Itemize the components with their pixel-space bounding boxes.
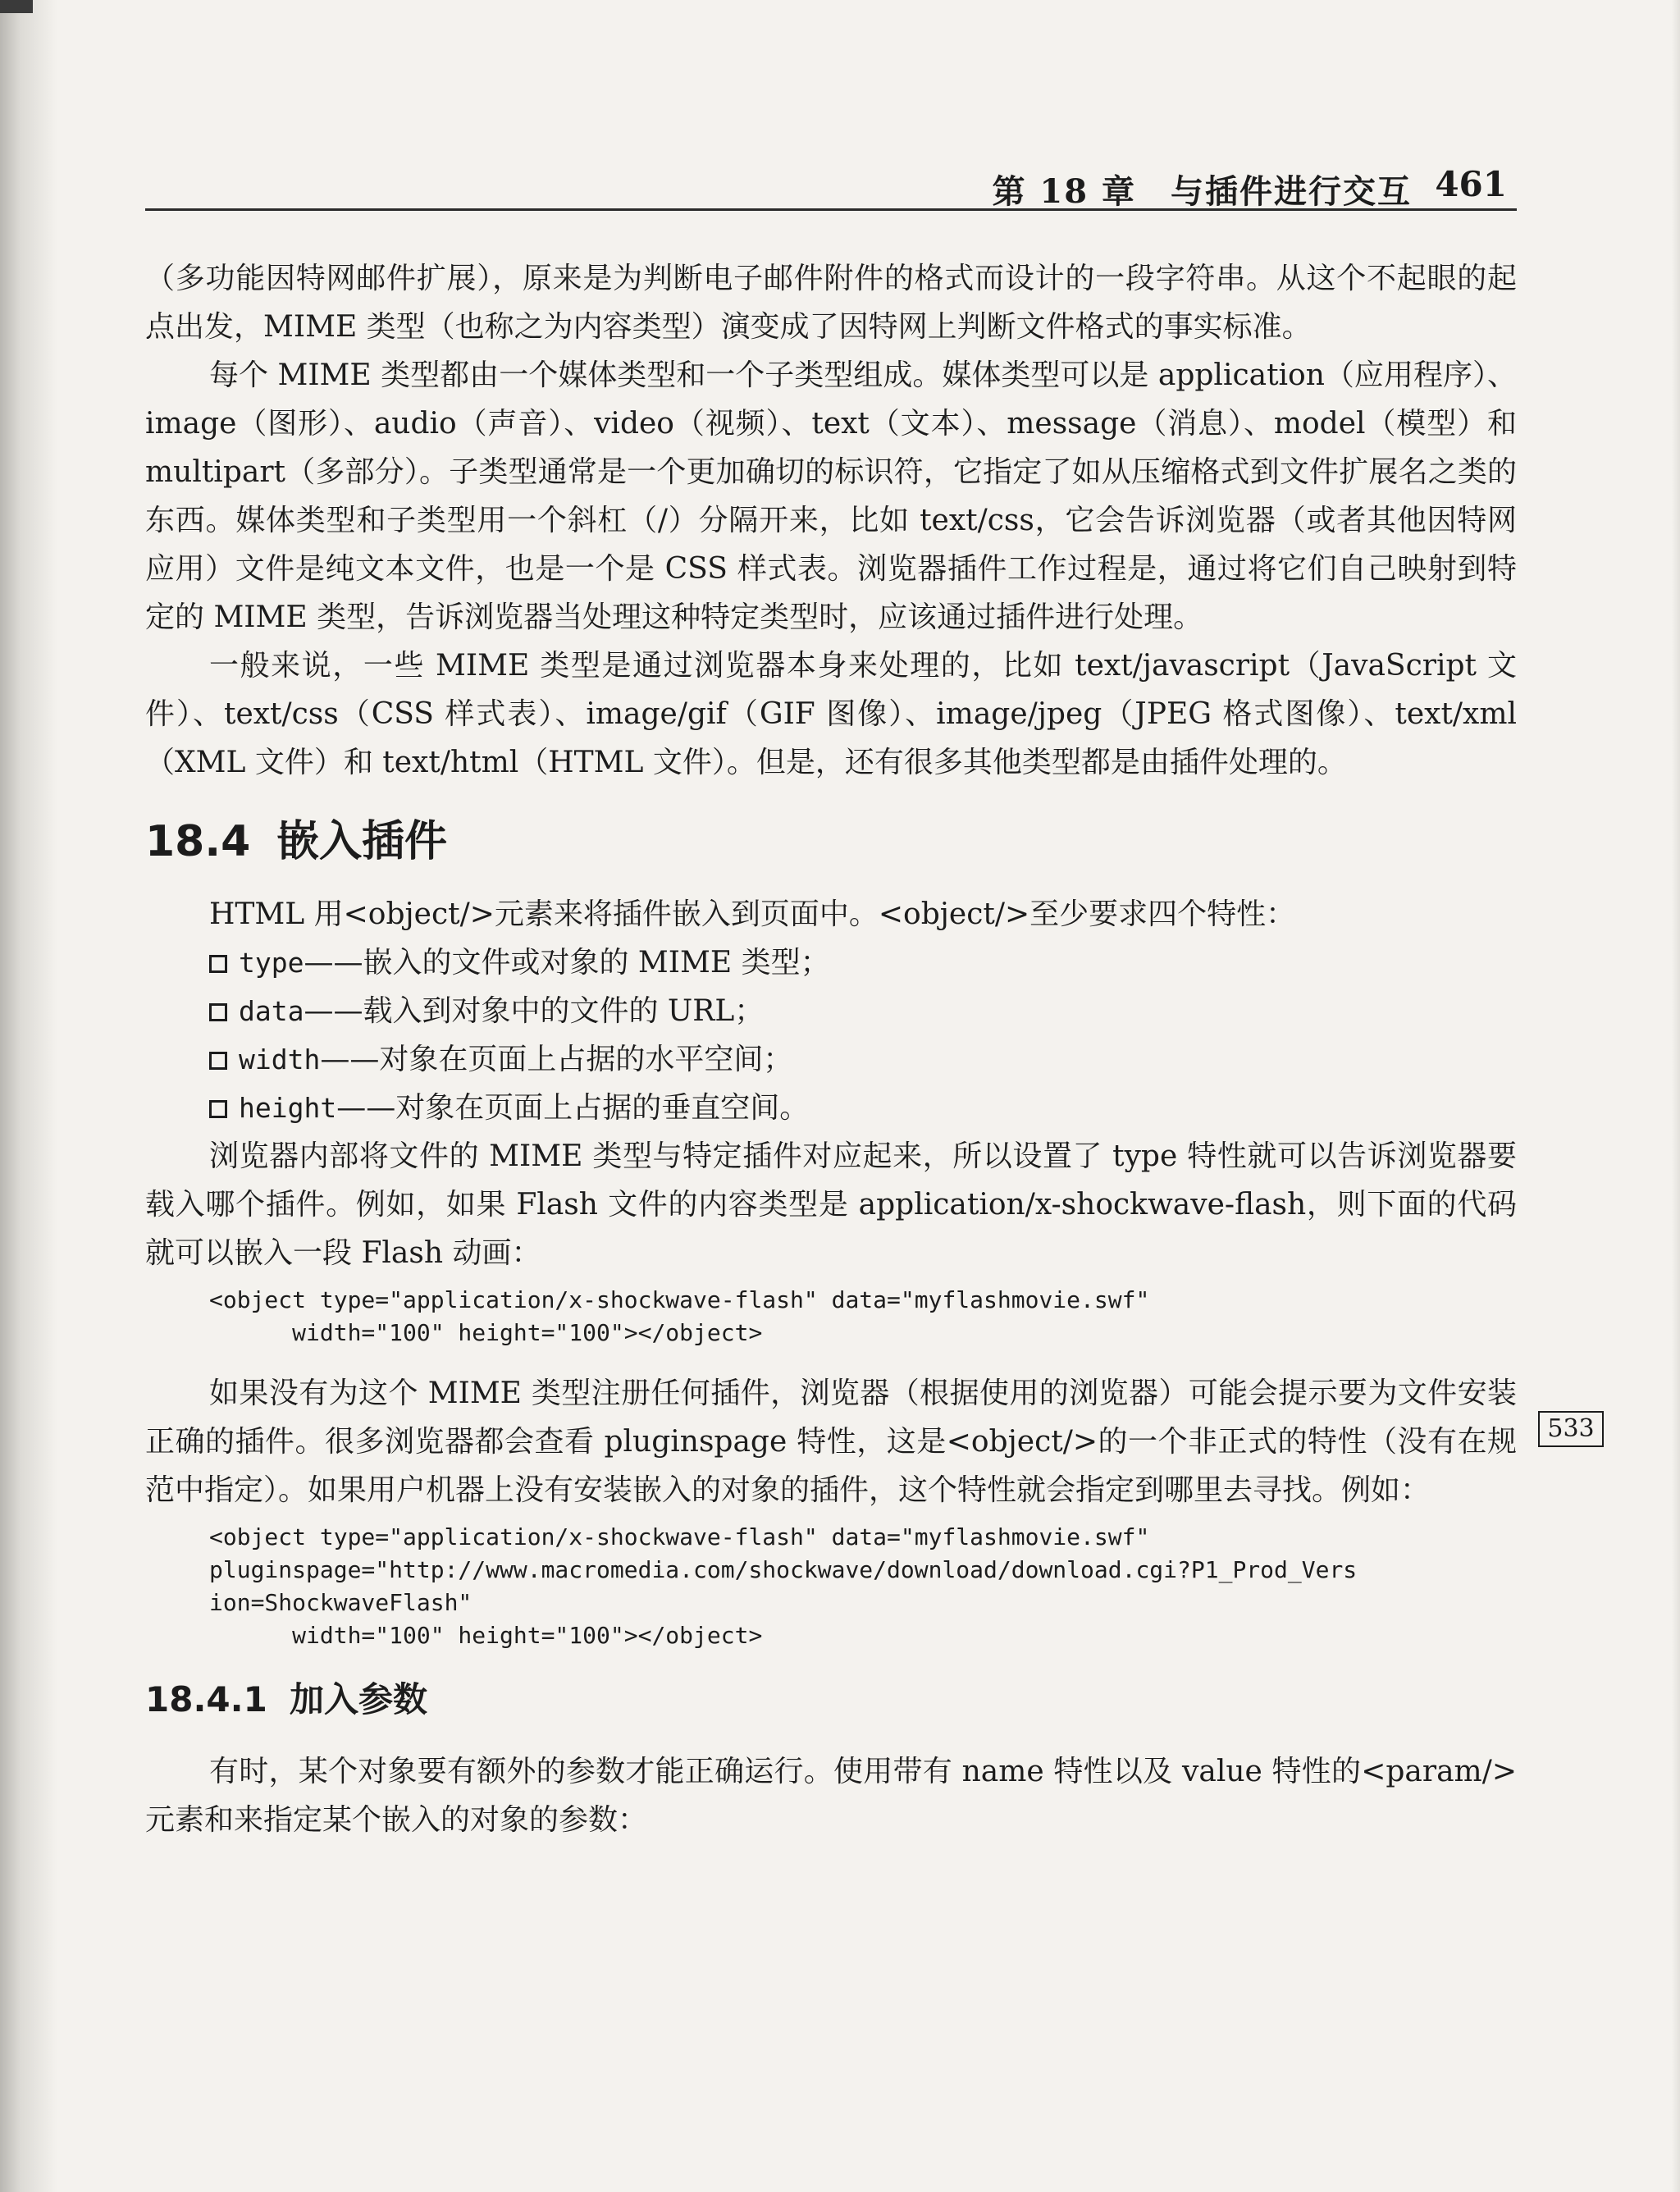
paragraph: 如果没有为这个 MIME 类型注册任何插件，浏览器（根据使用的浏览器）可能会提示要为文件安装正确的插件。很多浏览器都会查看 pluginspage 特性，这是<object/>的一个非正式的特性（没有在规范中指定）。如果用户机器上没有安装嵌入的对象的插件，这个特性就会指定到哪里去寻找。例如： <box>145 1377 1517 1507</box>
attribute-description: ——嵌入的文件或对象的 MIME 类型； <box>304 946 830 980</box>
header-page-number: 461 <box>1435 164 1507 204</box>
list-item <box>209 938 1517 987</box>
attribute-description: ——对象在页面上占据的水平空间； <box>320 1043 793 1076</box>
subsection-heading <box>145 1677 1517 1723</box>
header-chapter-title: 第 18 章 与插件进行交互 <box>992 172 1412 211</box>
attribute-term: height <box>239 1092 337 1124</box>
margin-page-reference: 533 <box>1538 1411 1604 1447</box>
paragraph: 有时，某个对象要有额外的参数才能正确运行。使用带有 name 特性以及 value 特性的<param/>元素和来指定某个嵌入的对象的参数： <box>145 1755 1517 1837</box>
running-header <box>145 161 1517 211</box>
list-item <box>209 1084 1517 1132</box>
section-title: 嵌入插件 <box>276 817 448 866</box>
checkbox-bullet-icon <box>209 1003 227 1021</box>
subsection-title: 加入参数 <box>290 1679 428 1719</box>
paragraph: 浏览器内部将文件的 MIME 类型与特定插件对应起来，所以设置了 type 特性就可以告诉浏览器要载入哪个插件。例如，如果 Flash 文件的内容类型是 application/x-shockwave-flash，则下面的代码就可以嵌入一段 Flash 动画： <box>145 1139 1517 1270</box>
code-block: <object type="application/x-shockwave-flash" data="myflashmovie.swf" pluginspage="http://www.macromedia.com/shockwave/download/download.cgi?P1_Prod_Vers ion=ShockwaveFlash" width="100" height="100"></object> <box>209 1523 1358 1649</box>
paragraph: 一般来说，一些 MIME 类型是通过浏览器本身来处理的，比如 text/javascript（JavaScript 文件）、text/css（CSS 样式表）、image/gif（GIF 图像）、image/jpeg（JPEG 格式图像）、text/xml（XML 文件）和 text/html（HTML 文件）。但是，还有很多其他类型都是由插件处理的。 <box>145 649 1517 779</box>
section-heading <box>145 815 1517 869</box>
section-number: 18.4 <box>145 817 251 866</box>
checkbox-bullet-icon <box>209 1052 227 1070</box>
list-item <box>209 1035 1517 1084</box>
attribute-description: ——对象在页面上占据的垂直空间。 <box>336 1091 810 1125</box>
checkbox-bullet-icon <box>209 955 227 973</box>
paragraph: （多功能因特网邮件扩展），原来是为判断电子邮件附件的格式而设计的一段字符串。从这个不起眼的起点出发，MIME 类型（也称之为内容类型）演变成了因特网上判断文件格式的事实标准。 <box>145 262 1517 344</box>
page-body <box>145 254 1517 1844</box>
code-block: <object type="application/x-shockwave-flash" data="myflashmovie.swf" width="100" height="100"></object> <box>209 1286 1150 1346</box>
page-spine-shadow <box>0 0 57 2192</box>
list-item <box>209 987 1517 1035</box>
page-edge <box>1672 0 1680 2192</box>
attribute-term: data <box>239 995 304 1027</box>
paragraph: 每个 MIME 类型都由一个媒体类型和一个子类型组成。媒体类型可以是 application（应用程序）、image（图形）、audio（声音）、video（视频）、text（文本）、message（消息）、model（模型）和 multipart（多部分）。子类型通常是一个更加确切的标识符，它指定了如从压缩格式到文件扩展名之类的东西。媒体类型和子类型用一个斜杠（/）分隔开来，比如 text/css，它会告诉浏览器（或者其他因特网应用）文件是纯文本文件，也是一个是 CSS 样式表。浏览器插件工作过程是，通过将它们自己映射到特定的 MIME 类型，告诉浏览器当处理这种特定类型时，应该通过插件进行处理。 <box>145 358 1517 634</box>
attribute-term: width <box>239 1043 321 1075</box>
attribute-list <box>145 938 1517 1132</box>
checkbox-bullet-icon <box>209 1100 227 1118</box>
scan-corner <box>0 0 33 13</box>
subsection-number: 18.4.1 <box>145 1679 267 1719</box>
attribute-description: ——载入到对象中的文件的 URL； <box>304 994 765 1028</box>
attribute-term: type <box>239 947 304 979</box>
paragraph: HTML 用<object/>元素来将插件嵌入到页面中。<object/>至少要求四个特性： <box>209 897 1296 931</box>
